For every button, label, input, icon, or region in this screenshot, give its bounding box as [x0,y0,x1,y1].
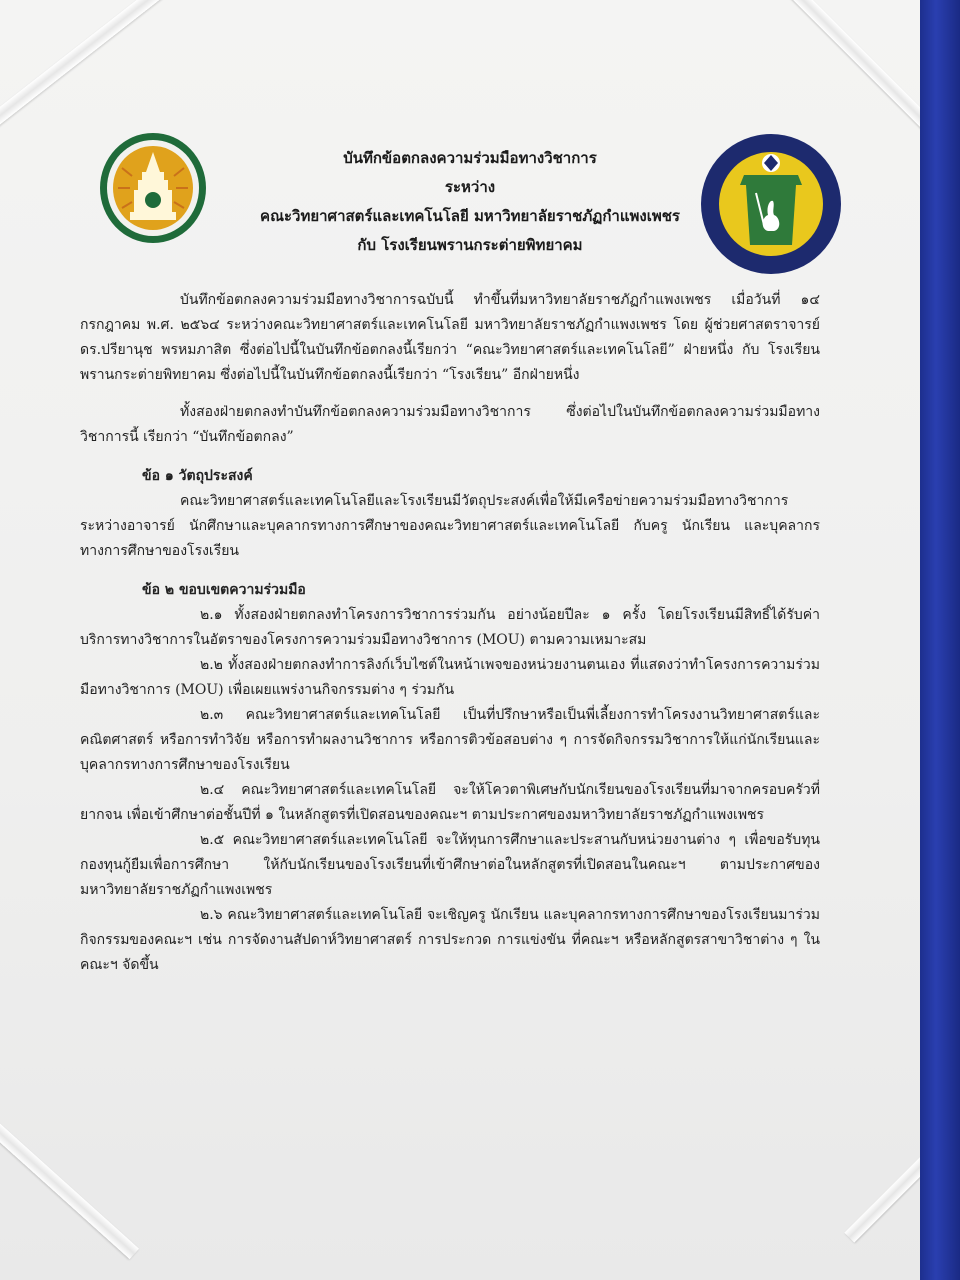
section-2-item-3: ๒.๓ คณะวิทยาศาสตร์และเทคโนโลยี เป็นที่ปรึกษาหรือเป็นพี่เลี้ยงการทำโครงงานวิทยาศาสตร์และคณิตศาสตร์ หรือการทำวิจัย หรือการทำผลงานวิชาการ หรือการติวข้อสอบต่าง ๆ การจัดกิจกรรมวิชาการให้แก่นักเรียนและบุคลากรทางการศึกษาของโรงเรียน [80,707,820,773]
section-2-item-4: ๒.๔ คณะวิทยาศาสตร์และเทคโนโลยี จะให้โควตาพิเศษกับนักเรียนของโรงเรียนที่มาจากครอบครัวที่ยากจน เพื่อเข้าศึกษาต่อชั้นปีที่ ๑ ในหลักสูตรที่เปิดสอนของคณะฯ ตามประกาศของมหาวิทยาลัยราชภัฏกำแพงเพชร [80,782,820,823]
section-2-item-1: ๒.๑ ทั้งสองฝ่ายตกลงทำโครงการวิชาการร่วมกัน อย่างน้อยปีละ ๑ ครั้ง โดยโรงเรียนมีสิทธิ์ได้รับค่าบริการทางวิชาการในอัตราของโครงการความร่วมมือทางวิชาการ (MOU) ตามความเหมาะสม [80,607,820,648]
section-2-item-2: ๒.๒ ทั้งสองฝ่ายตกลงทำการลิงก์เว็บไซต์ในหน้าเพจของหน่วยงานตนเอง ที่แสดงว่าทำโครงการความร่วมมือทางวิชาการ (MOU) เพื่อเผยแพร่งานกิจกรรมต่าง ๆ ร่วมกัน [80,657,820,698]
section-2-item-6: ๒.๖ คณะวิทยาศาสตร์และเทคโนโลยี จะเชิญครู นักเรียน และบุคลากรทางการศึกษาของโรงเรียนมาร่วมกิจกรรมของคณะฯ เช่น การจัดงานสัปดาห์วิทยาศาสตร์ การประกวด การแข่งขัน ที่คณะฯ หรือหลักสูตรสาขาวิชาต่าง ๆ ในคณะฯ จัดขึ้น [80,907,820,973]
intro-paragraph-1: บันทึกข้อตกลงความร่วมมือทางวิชาการฉบับนี้ ทำขึ้นที่มหาวิทยาลัยราชภัฏกำแพงเพชร เมื่อวันที่ ๑๔ กรกฎาคม พ.ศ. ๒๕๖๔ ระหว่างคณะวิทยาศาสตร์และเทคโนโลยี มหาวิทยาลัยราชภัฏกำแพงเพชร โดย ผู้ช่วยศาสตราจารย์ ดร.ปรียานุช พรหมภาสิต ซึ่งต่อไปนี้ในบันทึกข้อตกลงนี้เรียกว่า “คณะวิทยาศาสตร์และเทคโนโลยี” ฝ่ายหนึ่ง กับ โรงเรียนพรานกระต่ายพิทยาคม ซึ่งต่อไปนี้ในบันทึกข้อตกลงนี้เรียกว่า “โรงเรียน” อีกฝ่ายหนึ่ง [80,292,820,383]
title-line-1: บันทึกข้อตกลงความร่วมมือทางวิชาการ [343,149,597,167]
intro-paragraph-2: ทั้งสองฝ่ายตกลงทำบันทึกข้อตกลงความร่วมมือทางวิชาการ ซึ่งต่อไปในบันทึกข้อตกลงความร่วมมือทางวิชาการนี้ เรียกว่า “บันทึกข้อตกลง” [80,404,820,445]
blue-folder-cover-edge [920,0,960,1280]
corner-ribbon-bottom-left [0,1115,139,1259]
section-2-heading: ข้อ ๒ ขอบเขตความร่วมมือ [142,582,306,598]
document-body [80,288,820,978]
title-line-3: คณะวิทยาศาสตร์และเทคโนโลยี มหาวิทยาลัยราชภัฏกำแพงเพชร [260,207,680,225]
section-1-text: คณะวิทยาศาสตร์และเทคโนโลยีและโรงเรียนมีวัตถุประสงค์เพื่อให้มีเครือข่ายความร่วมมือทางวิชาการ ระหว่างอาจารย์ นักศึกษาและบุคลากรทางการศึกษาของคณะวิทยาศาสตร์และเทคโนโลยี กับครู นักเรียน และบุคลากรทางการศึกษาของโรงเรียน [80,493,820,559]
title-line-2: ระหว่าง [444,178,496,196]
university-seal-logo [98,132,208,244]
corner-ribbon-top-left [0,0,170,133]
section-1-heading: ข้อ ๑ วัตถุประสงค์ [142,468,253,484]
title-line-4: กับ โรงเรียนพรานกระต่ายพิทยาคม [357,236,583,254]
section-2-item-5: ๒.๕ คณะวิทยาศาสตร์และเทคโนโลยี จะให้ทุนการศึกษาและประสานกับหน่วยงานต่าง ๆ เพื่อขอรับทุนกองทุนกู้ยืมเพื่อการศึกษา ให้กับนักเรียนของโรงเรียนที่เข้าศึกษาต่อในหลักสูตรที่เปิดสอนในคณะฯ ตามประกาศของมหาวิทยาลัยราชภัฏกำแพงเพชร [80,832,820,898]
document-title-block [200,144,740,260]
